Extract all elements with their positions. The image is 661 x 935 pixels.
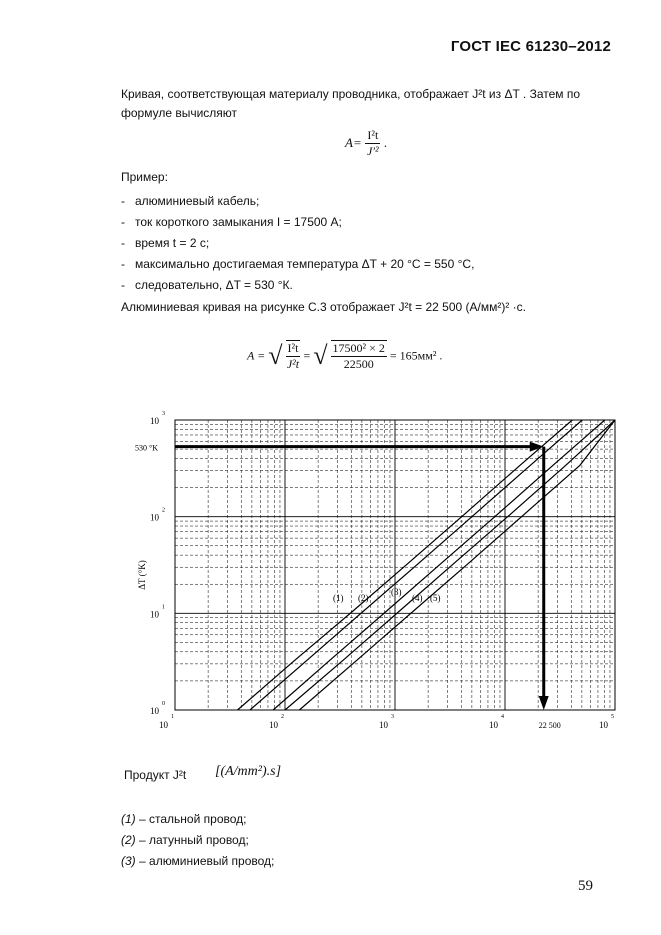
marker-22500-label: 22 500 (538, 721, 561, 730)
x-tick-exponent: 2 (281, 714, 284, 720)
chart-labels (135, 411, 614, 730)
example-item: - время t = 2 с; (121, 236, 210, 250)
product-unit: [(A/mm²).s] (215, 764, 282, 779)
example-item: - алюминиевый кабель; (121, 194, 260, 208)
curve-label-3: (3) (391, 587, 402, 597)
formula-numerator: I²t (367, 128, 379, 142)
y-tick-label: 10 (150, 706, 159, 716)
x-tick-exponent: 3 (391, 714, 394, 720)
curve-1 (238, 420, 573, 710)
paragraph-intro-cont: формуле вычисляют (121, 106, 238, 120)
chart-curves (238, 420, 615, 710)
x-tick-exponent: 1 (171, 714, 174, 720)
example-item: - ток короткого замыкания I = 17500 А; (121, 215, 342, 229)
formula-fraction-2: $\frac{\text{17500² × 2}}{22500}$ (332, 341, 385, 371)
curve-label-4: (4) (412, 593, 423, 603)
product-label: Продукт J²t (124, 768, 187, 782)
formula-fraction (365, 128, 380, 159)
curve-label-2: (2) (358, 593, 369, 603)
y-tick-exponent: 0 (162, 701, 165, 707)
paragraph-intro: Кривая, соответствующая материалу проводника, отображает J²t из ΔT . Затем по (121, 87, 581, 101)
curve-3 (273, 420, 605, 710)
curve-label-5: (5) (430, 593, 441, 603)
example-item: - следовательно, ΔT = 530 °К. (121, 278, 293, 292)
y-axis-label: ΔT (°K) (137, 560, 147, 590)
curve-4 (285, 420, 615, 710)
example-item: - максимально достигаемая температура ΔT + 20 °C = 550 °C, (121, 257, 475, 271)
formula-denominator: J′² (367, 144, 379, 158)
y-tick-label: 10 (150, 416, 159, 426)
conductor-chart (120, 395, 620, 740)
y-tick-label: 10 (150, 512, 159, 523)
x-tick-exponent: 4 (501, 714, 504, 720)
formula-lhs: A= (345, 134, 362, 150)
legend-item: (2) – латунный провод; (121, 833, 249, 847)
legend-item: (1) – стальной провод; (121, 812, 247, 826)
sqrt-sign: √ (313, 341, 328, 370)
curve-2 (250, 420, 582, 710)
formula-tail: . (383, 134, 388, 150)
legend-item: (3) – алюминиевый провод; (121, 854, 275, 868)
marker-530-label: 530 °K (135, 443, 158, 453)
y-tick-exponent: 1 (162, 604, 165, 611)
page-number: 59 (578, 878, 593, 894)
aluminium-curve-line: Алюминиевая кривая на рисунке С.3 отображает J²t = 22 500 (А/мм²)² ·с. (121, 300, 526, 314)
y-tick-exponent: 3 (162, 411, 165, 417)
example-title: Пример: (121, 170, 168, 184)
formula-area (345, 128, 387, 159)
y-tick-exponent: 2 (162, 507, 165, 514)
x-tick-exponent: 5 (611, 714, 614, 720)
formula-area-calc: A = √ $\frac{\text{I²t}}{\text{J²t}}$ = √ $\frac{\text{17500² × 2}}{22500}$ = 165мм² . (247, 341, 443, 371)
sqrt-sign: √ (268, 341, 283, 370)
marker-22500-arrow (539, 696, 549, 710)
formula-fraction-1: $\frac{\text{I²t}}{\text{J²t}}$ (286, 341, 300, 371)
y-tick-label: 10 (150, 609, 159, 620)
x-tick-label: 10 (599, 720, 608, 730)
chart-grid (175, 420, 615, 710)
x-tick-label: 10 (379, 720, 388, 730)
x-tick-label: 10 (269, 720, 278, 730)
document-header: ГОСТ IEC 61230–2012 (450, 38, 611, 55)
x-tick-label: 10 (489, 720, 498, 730)
curve-label-1: (1) (333, 593, 344, 603)
x-tick-label: 10 (159, 720, 168, 730)
